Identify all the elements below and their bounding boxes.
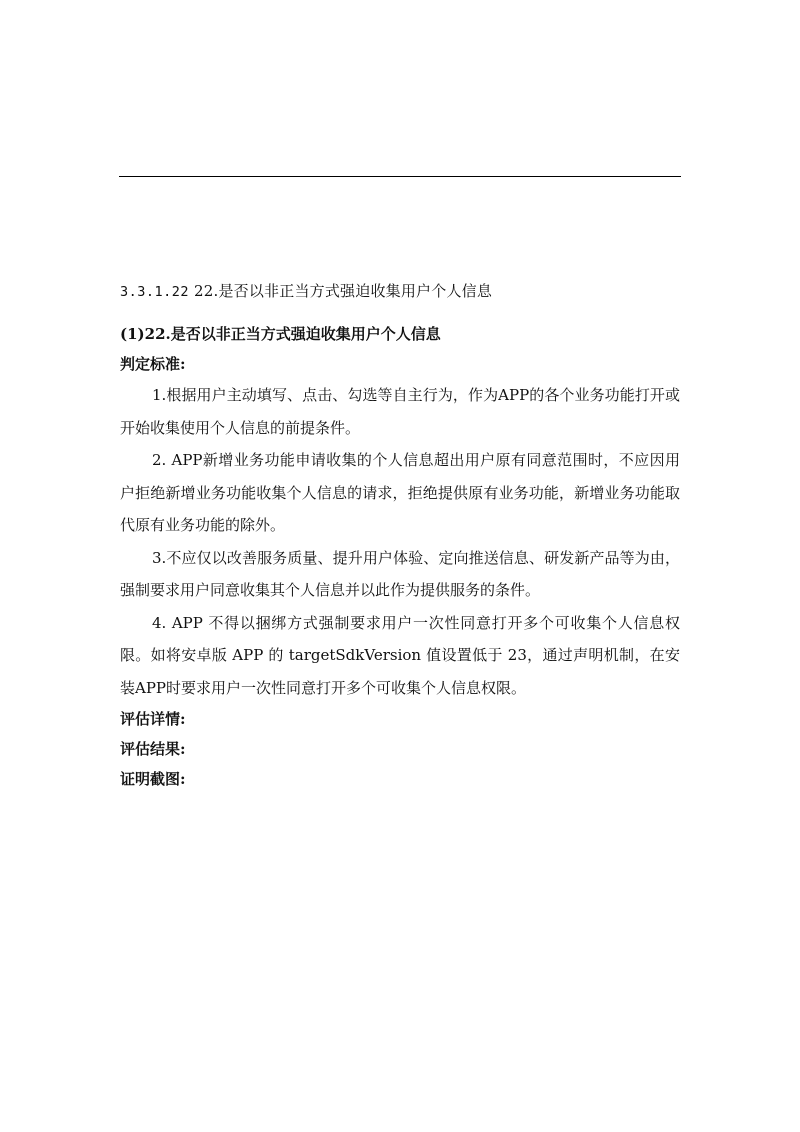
- assessment-detail-label: 评估详情:: [120, 710, 186, 728]
- section-heading: [120, 280, 680, 303]
- evidence-label: 证明截图:: [120, 770, 186, 788]
- criteria-item-1: 1.根据用户主动填写、点击、勾选等自主行为，作为APP的各个业务功能打开或开始收集使用个人信息的前提条件。: [120, 386, 680, 437]
- document-body: [120, 280, 680, 794]
- header-rule: [119, 176, 681, 177]
- section-title: 22.是否以非正当方式强迫收集用户个人信息: [194, 282, 493, 300]
- criteria-item-3: 3.不应仅以改善服务质量、提升用户体验、定向推送信息、研发新产品等为由，强制要求用户同意收集其个人信息并以此作为提供服务的条件。: [120, 548, 680, 599]
- section-number: 3.3.1.22: [120, 284, 190, 300]
- criteria-label: 判定标准:: [120, 355, 186, 373]
- criteria-item-4: 4. APP 不得以捆绑方式强制要求用户一次性同意打开多个可收集个人信息权限。如将安卓版 APP 的 targetSdkVersion 值设置低于 23，通过声明机制，在安装APP时要求用户一次性同意打开多个可收集个人信息权限。: [120, 613, 680, 697]
- criteria-item-2: 2. APP新增业务功能申请收集的个人信息超出用户原有同意范围时，不应因用户拒绝新增业务功能收集个人信息的请求，拒绝提供原有业务功能，新增业务功能取代原有业务功能的除外。: [120, 451, 680, 534]
- assessment-result-label: 评估结果:: [120, 740, 186, 758]
- subheading: (1)22.是否以非正当方式强迫收集用户个人信息: [120, 325, 441, 343]
